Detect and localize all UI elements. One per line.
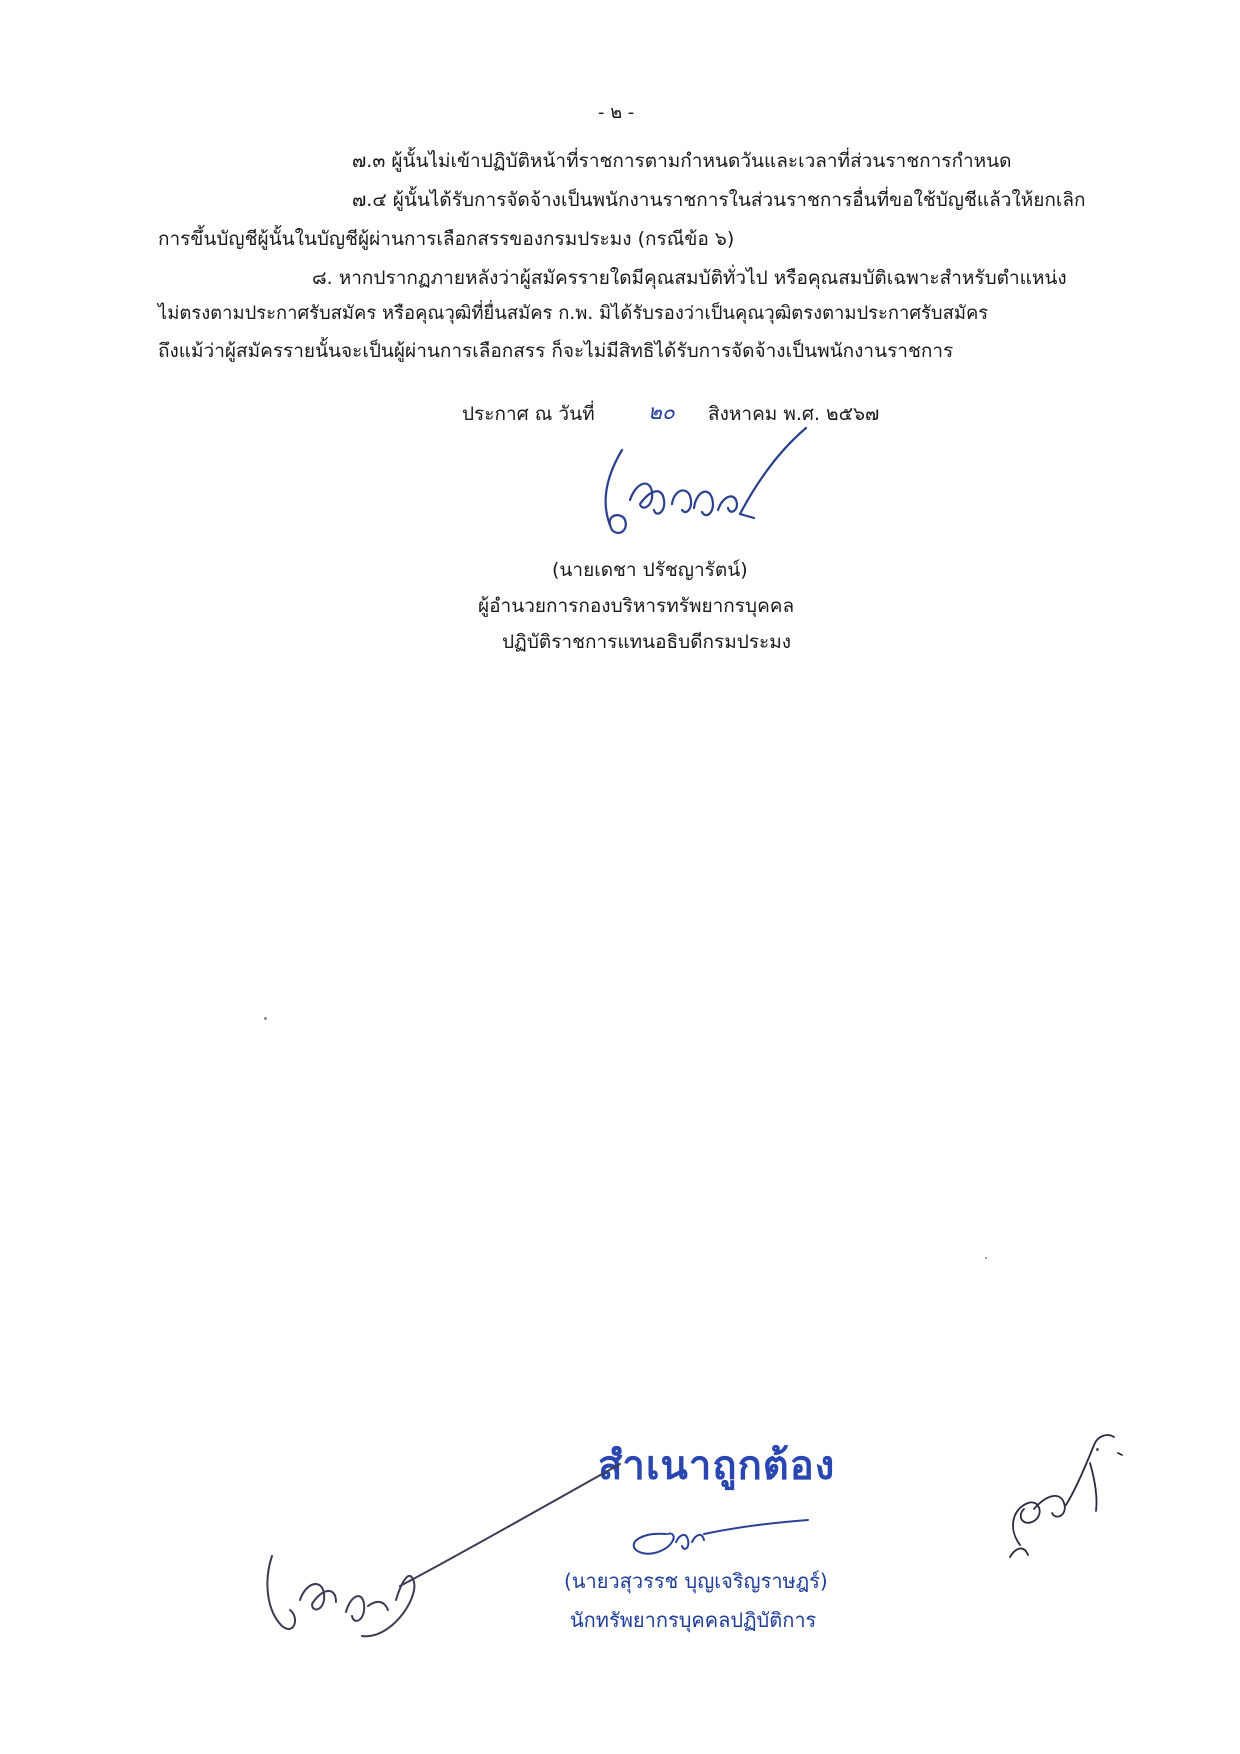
announcement-month-year: สิงหาคม พ.ศ. ๒๕๖๗ [708, 403, 880, 425]
announcement-prefix: ประกาศ ณ วันที่ [462, 403, 595, 425]
clause-8-line-2: ไม่ตรงตามประกาศรับสมัคร หรือคุณวุฒิที่ยื่นสมัคร ก.พ. มิได้รับรองว่าเป็นคุณวุฒิตรงตามประกาศรับสมัคร [158, 303, 989, 324]
certifier-initials [622, 1512, 812, 1562]
certified-copy-stamp: สำเนาถูกต้อง [598, 1443, 836, 1489]
clause-7-3: ๗.๓ ผู้นั้นไม่เข้าปฏิบัติหน้าที่ราชการตามกำหนดวันและเวลาที่ส่วนราชการกำหนด [352, 150, 1012, 172]
scan-speck [1096, 1448, 1099, 1451]
clause-8-line-1: ๘. หากปรากฏภายหลังว่าผู้สมัครรายใดมีคุณสมบัติทั่วไป หรือคุณสมบัติเฉพาะสำหรับตำแหน่ง [312, 267, 1067, 289]
certifier-name: (นายวสุวรรช บุญเจริญราษฎร์) [564, 1569, 828, 1593]
scan-speck [985, 1257, 987, 1259]
scan-speck [264, 1017, 267, 1020]
signatory-name: (นายเดชา ปรัชญารัตน์) [552, 559, 748, 581]
clause-8-line-3: ถึงแม้ว่าผู้สมัครรายนั้นจะเป็นผู้ผ่านการเลือกสรร ก็จะไม่มีสิทธิได้รับการจัดจ้างเป็นพนักงานราชการ [158, 340, 954, 362]
certifier-position: นักทรัพยากรบุคคลปฏิบัติการ [570, 1608, 817, 1632]
signatory-acting: ปฏิบัติราชการแทนอธิบดีกรมประมง [502, 631, 792, 653]
signatory-position: ผู้อำนวยการกองบริหารทรัพยากรบุคคล [478, 595, 795, 617]
director-signature [590, 420, 830, 540]
page-number: - ๒ - [598, 102, 635, 123]
announcement-day: ๒๐ [648, 400, 675, 424]
clause-7-4-line-2: การขึ้นบัญชีผู้นั้นในบัญชีผู้ผ่านการเลือกสรรของกรมประมง (กรณีข้อ ๖) [158, 228, 735, 250]
clause-7-4-line-1: ๗.๔ ผู้นั้นได้รับการจัดจ้างเป็นพนักงานราชการในส่วนราชการอื่นที่ขอใช้บัญชีแล้วให้ยกเลิก [352, 189, 1086, 211]
reviewer-initials [990, 1425, 1140, 1565]
